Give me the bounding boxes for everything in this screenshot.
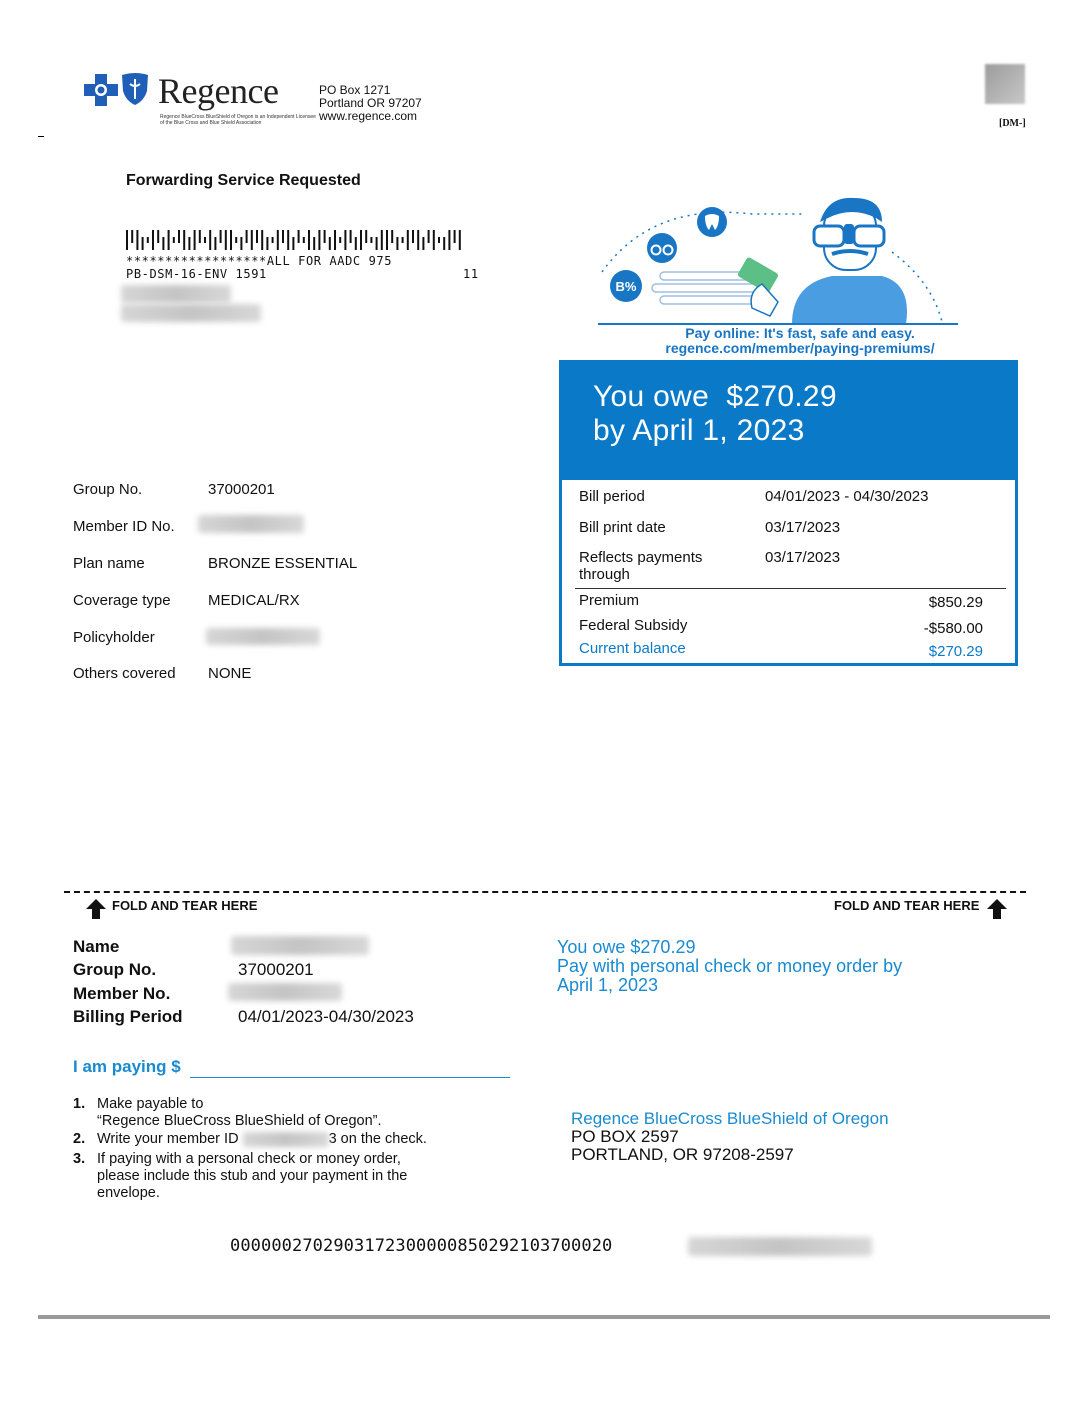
- payment-amount-field[interactable]: [190, 1077, 510, 1078]
- plan-name-value: BRONZE ESSENTIAL: [208, 555, 358, 572]
- margin-tick: [38, 136, 44, 137]
- redacted-recipient-address: [121, 304, 261, 322]
- stub-owe-amount: You owe $270.29: [557, 937, 696, 957]
- due-date: by April 1, 2023: [593, 414, 805, 447]
- federal-subsidy-label: Federal Subsidy: [579, 617, 688, 634]
- summary-divider: [575, 588, 1006, 589]
- redacted-policyholder: [206, 628, 320, 645]
- redacted-stub-member-number: [228, 983, 342, 1001]
- blue-shield-icon: [120, 72, 150, 106]
- redacted-recipient-name: [121, 285, 231, 303]
- mailing-env-count: 11: [463, 267, 479, 281]
- policyholder-label: Policyholder: [73, 629, 155, 646]
- postal-barcode: [126, 230, 466, 250]
- redacted-member-id-inline: [243, 1132, 329, 1147]
- brand-name: Regence: [158, 71, 279, 111]
- stub-amount-due: [557, 938, 902, 995]
- forwarding-notice: Forwarding Service Requested: [126, 172, 361, 189]
- redacted-stub-name: [231, 936, 369, 955]
- stub-billing-period-label: Billing Period: [73, 1007, 183, 1026]
- fold-instruction-right: FOLD AND TEAR HERE: [834, 898, 980, 913]
- amount-due: You owe $270.29: [593, 380, 837, 413]
- stub-owe-instruction: Pay with personal check or money order by: [557, 956, 903, 976]
- instruction-line: 3 on the check.: [328, 1131, 427, 1147]
- bill-print-date-label: Bill print date: [579, 519, 666, 536]
- promo-url[interactable]: regence.com/member/paying-premiums/: [665, 340, 935, 356]
- vision-icon: [647, 233, 677, 263]
- arrow-up-icon: [987, 899, 1007, 919]
- instruction-number: 2.: [73, 1131, 86, 1147]
- stub-owe-date: April 1, 2023: [557, 975, 659, 995]
- others-covered-value: NONE: [208, 665, 252, 682]
- address-line-1: PO Box 1271: [319, 83, 391, 97]
- premium-value: $850.29: [928, 594, 983, 611]
- stub-billing-period-value: 04/01/2023-04/30/2023: [238, 1007, 414, 1026]
- instruction-item: [97, 1151, 407, 1202]
- blue-cross-icon: [84, 74, 118, 106]
- address-line-2: Portland OR 97207: [319, 96, 422, 110]
- ocr-scan-line: 0000002702903172300000850292103700020: [230, 1236, 613, 1256]
- bill-period-value: 04/01/2023 - 04/30/2023: [765, 488, 929, 505]
- redacted-member-id: [198, 515, 304, 533]
- return-address: [319, 84, 422, 123]
- promo-tagline: Pay online: It's fast, safe and easy.: [685, 325, 915, 341]
- payment-amount-label: I am paying $: [73, 1057, 181, 1076]
- instruction-number: 1.: [73, 1096, 86, 1112]
- instruction-number: 3.: [73, 1151, 86, 1167]
- person-figure: [792, 198, 907, 324]
- amount-due-banner: [559, 360, 1018, 480]
- redacted-scan-line-tail: [688, 1237, 872, 1256]
- current-balance-label: Current balance: [579, 640, 686, 657]
- instruction-line: please include this stub and your payment in the: [97, 1168, 408, 1184]
- mailing-sort-line: ******************ALL FOR AADC 975: [126, 254, 393, 268]
- instruction-line: If paying with a personal check or money order,: [97, 1151, 401, 1167]
- stub-group-label: Group No.: [73, 960, 157, 979]
- reflects-payments-label-line1: Reflects payments: [579, 549, 703, 566]
- document-code: [DM-]: [999, 118, 1026, 129]
- current-balance-value: $270.29: [928, 643, 983, 660]
- mailing-env-line: PB-DSM-16-ENV 1591: [126, 267, 267, 281]
- others-covered-label: Others covered: [73, 665, 176, 682]
- instruction-line: Make payable to: [97, 1096, 204, 1112]
- stub-member-label: Member No.: [73, 984, 171, 1003]
- bill-print-date-value: 03/17/2023: [765, 519, 841, 536]
- page-bottom-rule: [38, 1315, 1050, 1319]
- website-link[interactable]: www.regence.com: [319, 109, 418, 123]
- dental-icon: [697, 207, 727, 237]
- member-id-label: Member ID No.: [73, 518, 175, 535]
- instruction-line: Write your member ID: [97, 1131, 239, 1147]
- coverage-type-label: Coverage type: [73, 592, 171, 609]
- remit-po-box: PO BOX 2597: [571, 1127, 679, 1146]
- arrow-up-icon: [86, 899, 106, 919]
- remittance-address: [571, 1110, 889, 1164]
- reflects-payments-value: 03/17/2023: [765, 549, 841, 566]
- licensee-fine-print: Regence BlueCross BlueShield of Oregon is an Independent Licensee of the Blue Cross and Blue Shield Association: [160, 114, 316, 126]
- redacted-corner-mark: [985, 64, 1025, 104]
- remit-payee: Regence BlueCross BlueShield of Oregon: [571, 1109, 889, 1128]
- group-number-label: Group No.: [73, 481, 143, 498]
- stub-name-label: Name: [73, 937, 120, 956]
- instruction-item: [97, 1096, 382, 1130]
- group-number-value: 37000201: [208, 481, 275, 498]
- premium-label: Premium: [579, 592, 640, 609]
- instruction-line: envelope.: [97, 1185, 160, 1201]
- stub-group-value: 37000201: [238, 960, 314, 979]
- federal-subsidy-value: -$580.00: [923, 620, 983, 637]
- reflects-payments-label-line2: through: [579, 566, 630, 583]
- fold-instruction-left: FOLD AND TEAR HERE: [112, 898, 258, 913]
- pay-online-illustration: [592, 192, 964, 328]
- pay-online-promo: [560, 326, 1040, 356]
- bill-period-label: Bill period: [579, 488, 645, 505]
- coverage-type-value: MEDICAL/RX: [208, 592, 300, 609]
- instruction-item: [97, 1131, 427, 1148]
- svg-text:B%: B%: [615, 279, 637, 294]
- instruction-line: “Regence BlueCross BlueShield of Oregon”.: [97, 1113, 382, 1129]
- credit-card-icon: [737, 256, 779, 316]
- remit-city: PORTLAND, OR 97208-2597: [571, 1145, 794, 1164]
- pharmacy-icon: [610, 270, 642, 302]
- reflects-payments-label: [579, 549, 702, 583]
- plan-name-label: Plan name: [73, 555, 145, 572]
- fold-tear-line: [64, 891, 1026, 893]
